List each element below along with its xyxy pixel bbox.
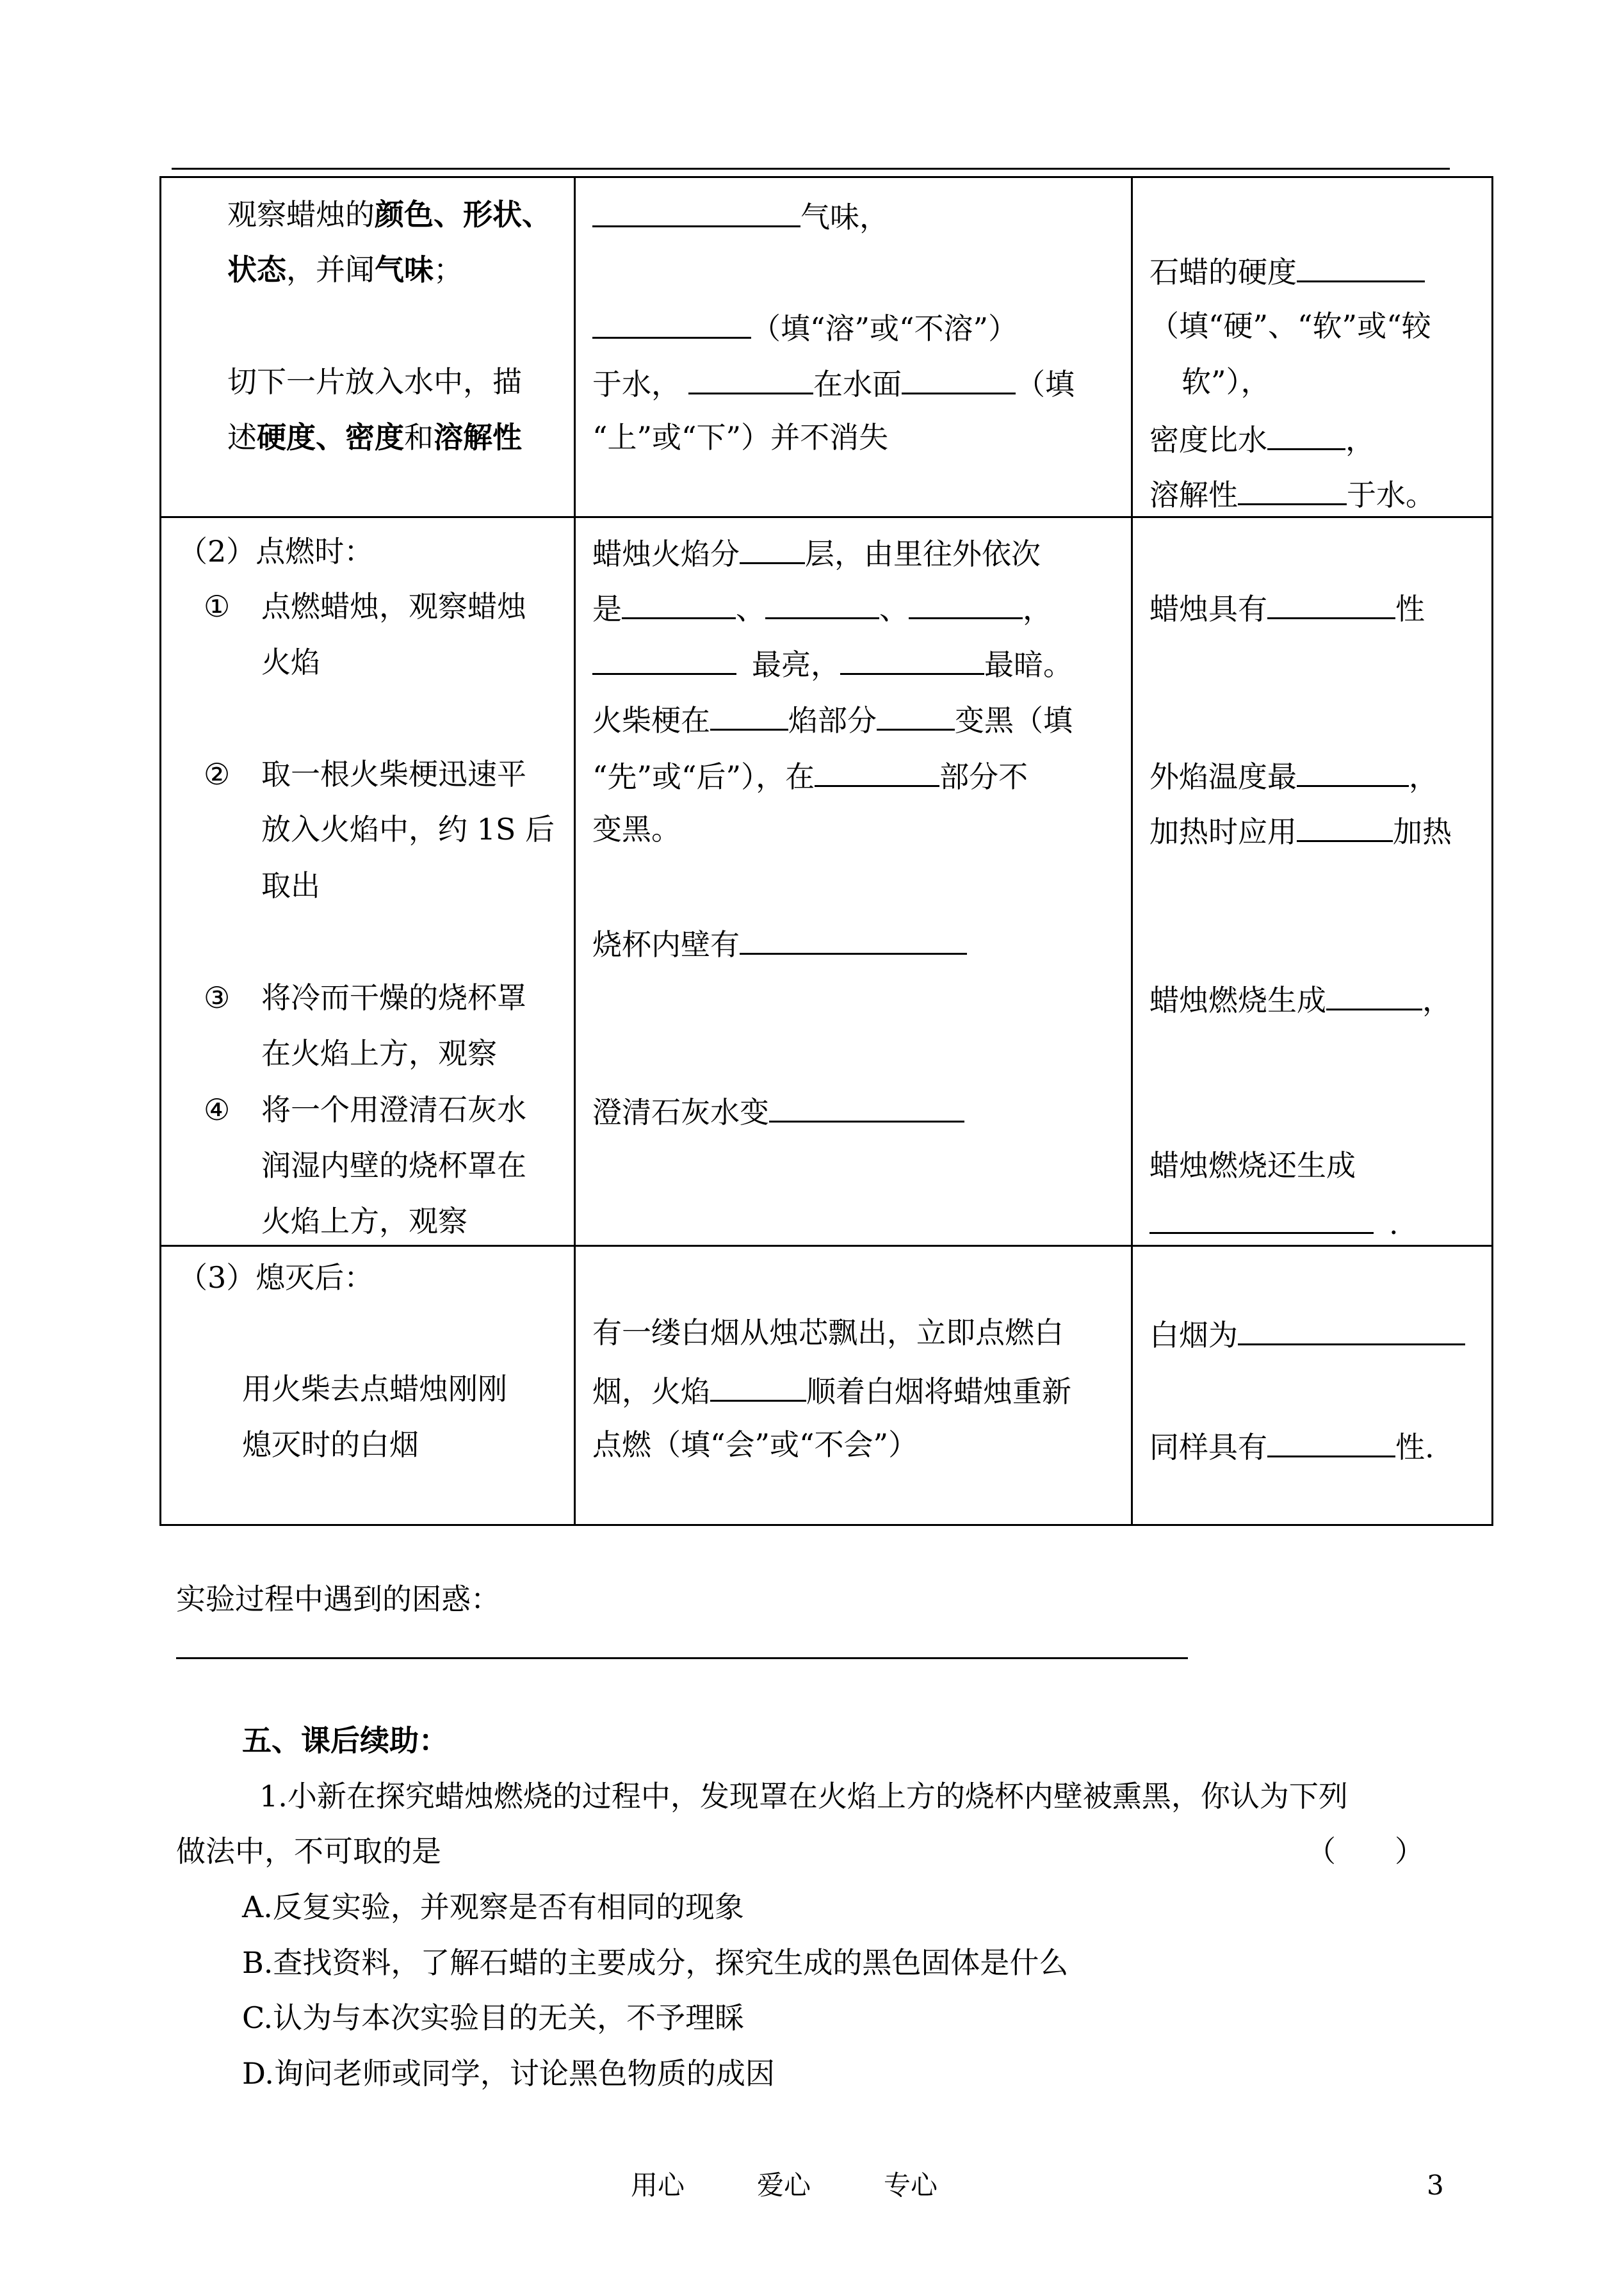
row3-col3-line2: 同样具有 性. — [1149, 1430, 1434, 1464]
step1-line1: 点燃蜡烛，观察蜡烛 — [261, 589, 526, 624]
step4-line3: 火焰上方，观察 — [261, 1204, 467, 1238]
step4-line1: 将一个用澄清石灰水 — [261, 1092, 526, 1127]
step3-number: ③ — [204, 980, 231, 1015]
blank-float-object[interactable] — [688, 367, 813, 394]
step2-line2: 放入火焰中，约 1S 后 — [261, 812, 555, 847]
page-number: 3 — [1427, 2169, 1444, 2201]
table-row-divider-1 — [159, 516, 1493, 518]
blank-hardness[interactable] — [1297, 255, 1425, 282]
footer-motto-2: 爱心 — [757, 2169, 811, 2201]
row1-col2-line3: 于水， 在水面 （填 — [592, 367, 1075, 401]
row1-col3-line2: （填“硬”、“软”或“较 — [1149, 309, 1431, 343]
confusion-label: 实验过程中遇到的困惑： — [176, 1582, 500, 1616]
row1-col1-line2: 状态，并闻气味； — [227, 252, 463, 287]
option-a[interactable]: A.反复实验，并观察是否有相同的现象 — [242, 1890, 744, 1924]
row2-col2-line8: 澄清石灰水变 — [592, 1095, 964, 1127]
blank-brightest[interactable] — [592, 647, 736, 675]
row1-col1-line3: 切下一片放入水中，描 — [227, 364, 522, 399]
footer-motto-1: 用心 — [631, 2169, 685, 2201]
blank-heating-flame[interactable] — [1297, 815, 1393, 842]
footer-motto-3: 专心 — [884, 2169, 938, 2201]
row2-col3-line2: 外焰温度最 ， — [1149, 759, 1438, 794]
step2-line1: 取一根火柴梗迅速平 — [261, 757, 526, 791]
table-border-top — [159, 176, 1493, 178]
confusion-answer-line[interactable] — [176, 1657, 1188, 1659]
row2-col2-line7: 烧杯内壁有 — [592, 927, 967, 959]
table-border-right — [1491, 176, 1493, 1526]
row1-col1-line4: 述硬度、密度和溶解性 — [227, 420, 522, 455]
section5-heading: 五、课后续助： — [242, 1723, 448, 1758]
row2-col2-line4: 火柴梗在 焰部分 变黑（填 — [592, 703, 1073, 738]
question1-line1: 1.小新在探究蜡烛燃烧的过程中，发现罩在火焰上方的烧杯内壁被熏黑，你认为下列 — [259, 1779, 1348, 1813]
row2-col3-line1: 蜡烛具有 性 — [1149, 592, 1425, 626]
blank-flame-layer-3[interactable] — [909, 592, 1023, 619]
row2-col2-line3: 最亮， 最暗。 — [592, 647, 1073, 679]
row2-col3-line6: . — [1149, 1206, 1399, 1238]
row1-col3-line4: 密度比水 ， — [1149, 423, 1375, 457]
blank-combustibility[interactable] — [1267, 592, 1395, 619]
blank-layers[interactable] — [740, 537, 805, 564]
row3-col2-line2: 烟，火焰 顺着白烟将蜡烛重新 — [592, 1374, 1071, 1409]
blank-product-2[interactable] — [1149, 1206, 1374, 1234]
step1-number: ① — [204, 589, 231, 624]
table-col-divider-1 — [574, 176, 576, 1526]
row1-col2-line1: 气味， — [592, 200, 889, 232]
blank-outer-flame-temp[interactable] — [1297, 759, 1409, 787]
row2-title: （2）点燃时： — [178, 534, 374, 569]
row3-col1-line2: 熄灭时的白烟 — [242, 1427, 419, 1462]
row3-col1-line1: 用火柴去点蜡烛刚刚 — [242, 1372, 507, 1406]
blank-can-ignite[interactable] — [710, 1374, 806, 1402]
row2-col2-line1: 蜡烛火焰分 层，由里往外依次 — [592, 537, 1041, 571]
blank-product-1[interactable] — [1326, 983, 1422, 1010]
row3-title: （3）熄灭后： — [178, 1260, 374, 1295]
table-border-left — [159, 176, 161, 1526]
row2-col3-line4: 蜡烛燃烧生成 ， — [1149, 983, 1452, 1018]
blank-solubility[interactable] — [592, 311, 751, 339]
row3-col2-line3: 点燃（填“会”或“不会”） — [592, 1427, 918, 1462]
table-col-divider-2 — [1131, 176, 1133, 1526]
step3-line1: 将冷而干燥的烧杯罩 — [261, 980, 526, 1015]
blank-density[interactable] — [1267, 423, 1345, 450]
row2-col2-line5: “先”或“后”），在 部分不 — [592, 759, 1028, 794]
row1-col3-line5: 溶解性 于水。 — [1149, 478, 1435, 512]
blank-first-or-later[interactable] — [877, 703, 955, 731]
row1-col2-line2: （填“溶”或“不溶”） — [592, 311, 1018, 343]
header-rule — [172, 168, 1450, 170]
blank-surface-position[interactable] — [902, 367, 1016, 394]
question1-answer-paren[interactable]: （ ） — [1306, 1834, 1424, 1869]
row1-col2-line4: “上”或“下”）并不消失 — [592, 420, 889, 455]
question1-line2: 做法中，不可取的是 — [176, 1834, 441, 1869]
blank-match-flame-part[interactable] — [710, 703, 788, 731]
blank-not-blackened-part[interactable] — [815, 759, 939, 787]
blank-same-property[interactable] — [1267, 1430, 1395, 1457]
table-border-bottom — [159, 1524, 1493, 1526]
option-d[interactable]: D.询问老师或同学，讨论黑色物质的成因 — [242, 2056, 775, 2091]
step2-line3: 取出 — [261, 868, 320, 903]
blank-limewater[interactable] — [769, 1095, 964, 1123]
row1-col3-line3: 软”）， — [1181, 364, 1271, 399]
option-c[interactable]: C.认为与本次实验目的无关，不予理睬 — [242, 2000, 745, 2035]
blank-solubility-2[interactable] — [1238, 478, 1347, 505]
step4-number: ④ — [204, 1092, 231, 1127]
table-row-divider-2 — [159, 1245, 1493, 1247]
row3-col2-line1: 有一缕白烟从烛芯飘出，立即点燃白 — [592, 1315, 1064, 1350]
option-b[interactable]: B.查找资料，了解石蜡的主要成分，探究生成的黑色固体是什么 — [242, 1945, 1069, 1980]
row1-col1-line1: 观察蜡烛的颜色、形状、 — [227, 197, 551, 232]
step3-line2: 在火焰上方，观察 — [261, 1036, 497, 1071]
blank-odor[interactable] — [592, 200, 800, 227]
row2-col3-line3: 加热时应用 加热 — [1149, 815, 1452, 849]
blank-beaker-wall[interactable] — [740, 927, 967, 955]
blank-darkest[interactable] — [840, 647, 984, 675]
blank-white-smoke[interactable] — [1238, 1318, 1465, 1345]
step1-line2: 火焰 — [261, 645, 320, 679]
blank-flame-layer-1[interactable] — [622, 592, 736, 619]
step2-number: ② — [204, 757, 231, 791]
row2-col2-line2: 是 、 、 ， — [592, 592, 1052, 626]
row2-col3-line5: 蜡烛燃烧还生成 — [1149, 1148, 1356, 1183]
row3-col3-line1: 白烟为 — [1149, 1318, 1465, 1350]
row2-col2-line6: 变黑。 — [592, 812, 681, 847]
step4-line2: 润湿内壁的烧杯罩在 — [261, 1148, 526, 1183]
row1-col3-line1: 石蜡的硬度 — [1149, 255, 1425, 287]
blank-flame-layer-2[interactable] — [765, 592, 879, 619]
